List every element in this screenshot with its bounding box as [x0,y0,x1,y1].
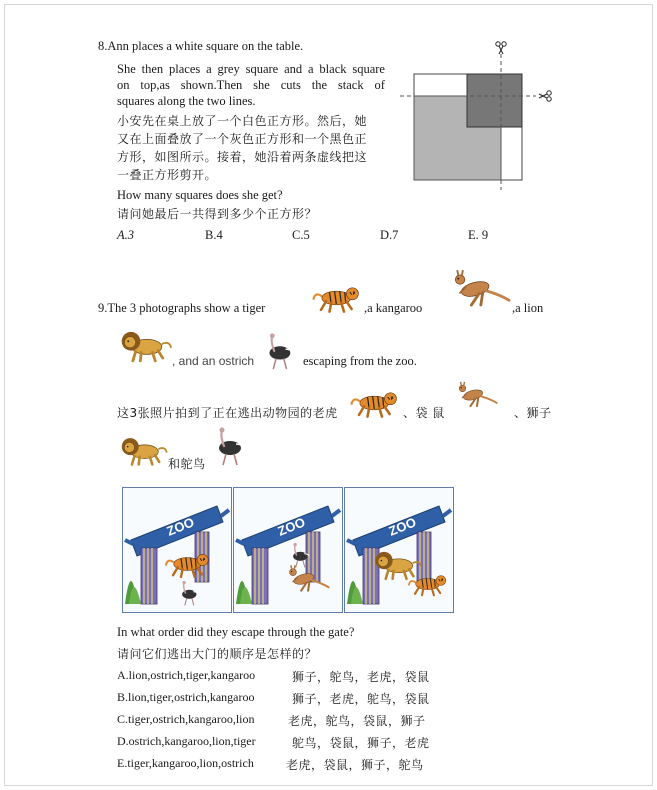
zoo-sign-text: ZOO [164,514,197,539]
tiger-icon [165,548,213,580]
q9-answer-d-en: D.ostrich,kangaroo,lion,tiger [117,734,256,748]
q8-zh-line-3: 方形，如图所示。接着，她沿着两条虚线把这 [117,150,368,164]
q9-line-1-c: ,a lion [512,301,544,315]
q9-answer-c-zh: 老虎，鸵鸟，袋鼠，狮子 [288,714,426,728]
zoo-sign-text: ZOO [275,514,308,539]
q9-zh-line-1-b: 、袋 鼠 [403,406,445,420]
stacked-squares-diagram [398,40,558,190]
ostrich-icon [175,580,201,606]
photo-3 [344,487,454,613]
tiger-icon [407,570,451,598]
q8-question-en: How many squares does she get? [117,188,283,202]
q9-answer-d-zh: 鸵鸟，袋鼠，狮子，老虎 [292,736,430,750]
kangaroo-icon [282,562,330,596]
photo-1 [122,487,232,613]
q8-text-line-3: squares along the two lines. [117,94,256,108]
q9-zh-line-2: 和鸵鸟 [168,457,206,471]
black-square [467,74,522,127]
q9-line-2-a: , and an ostrich [172,354,255,368]
q9-line-1-b: ,a kangaroo [364,301,423,315]
zoo-sign-text: ZOO [386,514,419,539]
q9-answer-b-en: B.lion,tiger,ostrich,kangaroo [117,690,255,704]
q9-answer-a-zh: 狮子，鸵鸟，老虎，袋鼠 [292,670,430,684]
q9-question-en: In what order did they escape through the gate? [117,625,355,639]
q8-option-a: A.3 [117,228,135,242]
ostrich-icon [208,426,248,466]
q9-answer-c-en: C.tiger,ostrich,kangaroo,lion [117,712,255,726]
kangaroo-icon [452,378,498,412]
q8-zh-line-2: 又在上面叠放了一个灰色正方形和一个黑色正 [117,132,368,146]
q9-answer-b-zh: 狮子，老虎，鸵鸟，袋鼠 [292,692,430,706]
scissors-icon [539,91,551,101]
q8-text-line-1: She then places a grey square and a black square [117,62,385,76]
q8-option-d: D.7 [380,228,399,242]
q8-option-b: B.4 [205,228,223,242]
lion-icon [117,326,173,364]
q9-zh-line-1-c: 、狮子 [514,406,552,420]
q8-question-zh: 请问她最后一共得到多少个正方形？ [117,207,318,221]
q8-option-e: E. 9 [468,228,489,242]
scissors-icon [496,42,506,54]
q8-zh-line-1: 小安先在桌上放了一个白色正方形。然后，她 [117,114,368,128]
kangaroo-icon [445,270,511,308]
tiger-icon [312,281,364,315]
ostrich-icon [258,332,298,370]
q8-title: 8.Ann places a white square on the table. [98,39,304,53]
q9-line-2-b: escaping from the zoo. [303,354,417,368]
q9-answer-a-en: A.lion,ostrich,tiger,kangaroo [117,668,256,682]
tiger-icon [350,386,402,420]
q9-answer-e-zh: 老虎，袋鼠，狮子，鸵鸟 [286,758,424,772]
q8-option-c: C.5 [292,228,310,242]
q8-zh-line-4: 一叠正方形剪开。 [117,168,218,182]
q9-zh-line-1-a: 这3张照片拍到了正在逃出动物园的老虎 [117,406,338,420]
q8-text-line-2: on top,as shown.Then she cuts the stack of [117,78,385,92]
q9-answer-e-en: E.tiger,kangaroo,lion,ostrich [117,756,254,770]
lion-icon [117,433,169,467]
photo-2 [233,487,343,613]
q9-line-1-a: 9.The 3 photographs show a tiger [98,301,266,315]
q9-question-zh: 请问它们逃出大门的顺序是怎样的？ [117,647,318,661]
